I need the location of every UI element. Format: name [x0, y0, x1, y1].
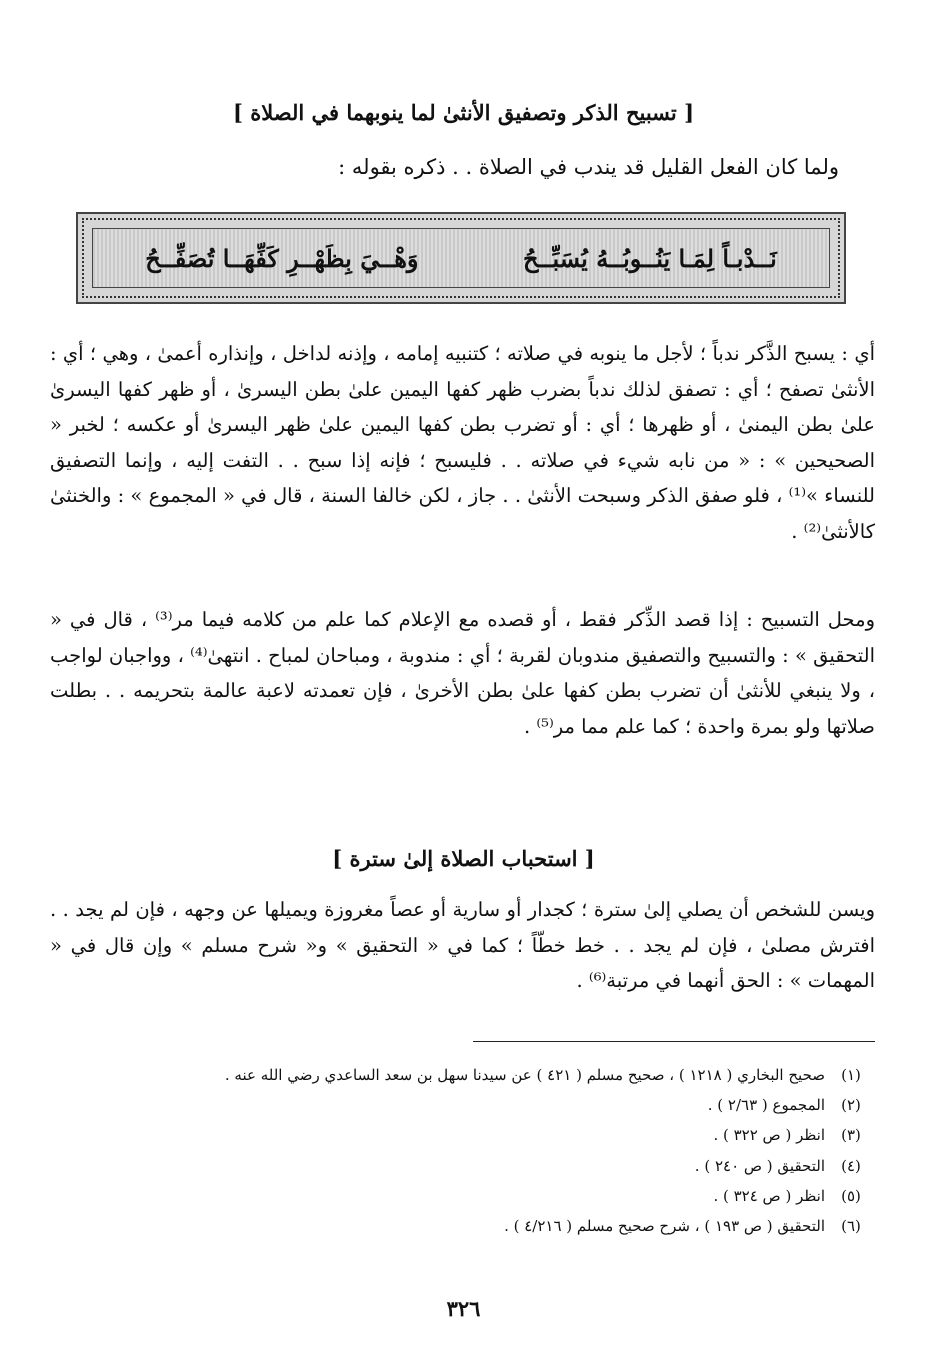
footnote-divider	[473, 1041, 875, 1042]
footnote-text: التحقيق ( ص ١٩٣ ) ، شرح صحيح مسلم ( ٤/٢١٦ ) .	[504, 1217, 825, 1236]
footnote-item	[50, 1211, 877, 1241]
footnote-item	[50, 1090, 877, 1120]
footnotes-list	[50, 1060, 877, 1241]
footnote-text: انظر ( ص ٣٢٤ ) .	[713, 1186, 825, 1205]
footnote-text: المجموع ( ٢/٦٣ ) .	[707, 1096, 825, 1115]
section-heading-sutra: [ استحباب الصلاة إلىٰ سترة ]	[332, 846, 595, 871]
footnote-number: (٣)	[841, 1126, 861, 1145]
footnote-number: (٢)	[841, 1096, 861, 1115]
section-heading-tasbih: [ تسبيح الذكر وتصفيق الأنثىٰ لما ينوبهما في الصلاة ]	[232, 100, 695, 125]
verse-hemistich-2: وَهْــيَ بِظَهْــرِ كَفِّهَــا تُصَفِّــحُ	[145, 243, 419, 273]
footnote-item	[50, 1060, 877, 1090]
verse-frame	[76, 212, 846, 304]
footnote-text: صحيح البخاري ( ١٢١٨ ) ، صحيح مسلم ( ٤٢١ ) عن سيدنا سهل بن سعد الساعدي رضي الله عنه .	[224, 1066, 825, 1085]
page-number: ٣٢٦	[446, 1296, 481, 1321]
footnote-number: (١)	[841, 1066, 861, 1085]
footnote-item	[50, 1151, 877, 1181]
intro-line: ولما كان الفعل القليل قد يندب في الصلاة . . ذكره بقوله :	[338, 155, 839, 179]
footnote-number: (٥)	[841, 1186, 861, 1205]
footnote-number: (٦)	[841, 1217, 861, 1236]
verse-line	[92, 228, 830, 288]
footnote-item	[50, 1120, 877, 1150]
footnote-text: انظر ( ص ٣٢٢ ) .	[713, 1126, 825, 1145]
paragraph-tasbih-place: ومحل التسبيح : إذا قصد الذِّكر فقط ، أو قصده مع الإعلام كما علم من كلامه فيما مر⁽³⁾ ، قال في « التحقيق » : والتسبيح والتصفيق مندوبان لقربة ؛ أي : مندوبة ، ومباحان لمباح . انتهىٰ⁽⁴⁾ ، وواجبان لواجب ، ولا ينبغي للأنثىٰ أن تضرب بطن كفها علىٰ بطن الأخرىٰ ، فإن تعمدته لاعبة عالمة بتحريمه . . بطلت صلاتها ولو بمرة واحدة ؛ كما علم مما مر⁽⁵⁾ .	[50, 608, 875, 738]
footnote-item	[50, 1181, 877, 1211]
footnote-number: (٤)	[841, 1156, 861, 1175]
paragraph-sutra: ويسن للشخص أن يصلي إلىٰ سترة ؛ كجدار أو سارية أو عصاً مغروزة ويميلها عن وجهه ، فإن لم يجد . . افترش مصلىٰ ، فإن لم يجد . . خط خطّاً ؛ كما في « التحقيق » و« شرح مسلم » وإن قال في « المهمات » : الحق أنهما في مرتبة⁽⁶⁾ .	[50, 898, 875, 992]
verse-hemistich-1: نَــدْبـاً لِمَـا يَنُــوبُــهُ يُسَبِّــحُ	[522, 243, 777, 273]
footnote-text: التحقيق ( ص ٢٤٠ ) .	[694, 1156, 825, 1175]
paragraph-commentary: أي : يسبح الذَّكر ندباً ؛ لأجل ما ينوبه في صلاته ؛ كتنبيه إمامه ، وإذنه لداخل ، وإنذاره أعمىٰ ، وهي ؛ أي : الأنثىٰ تصفح ؛ أي : تصفق لذلك ندباً بضرب ظهر كفها اليمين علىٰ بطن اليسرىٰ ، أو ظهر كفها اليسرىٰ علىٰ بطن اليمنىٰ ، أو ظهرها ؛ أي : أو تضرب بطن كفها اليمين علىٰ ظهر اليسرىٰ أو عكسه ؛ لخبر « الصحيحين » : « من نابه شيء في صلاته . . فليسبح ؛ فإنه إذا سبح . . التفت إليه ، وإنما التصفيق للنساء »⁽¹⁾ ، فلو صفق الذكر وسبحت الأنثىٰ . . جاز ، لكن خالفا السنة ، قال في « المجموع » : والخنثىٰ كالأنثىٰ⁽²⁾ .	[50, 342, 875, 543]
